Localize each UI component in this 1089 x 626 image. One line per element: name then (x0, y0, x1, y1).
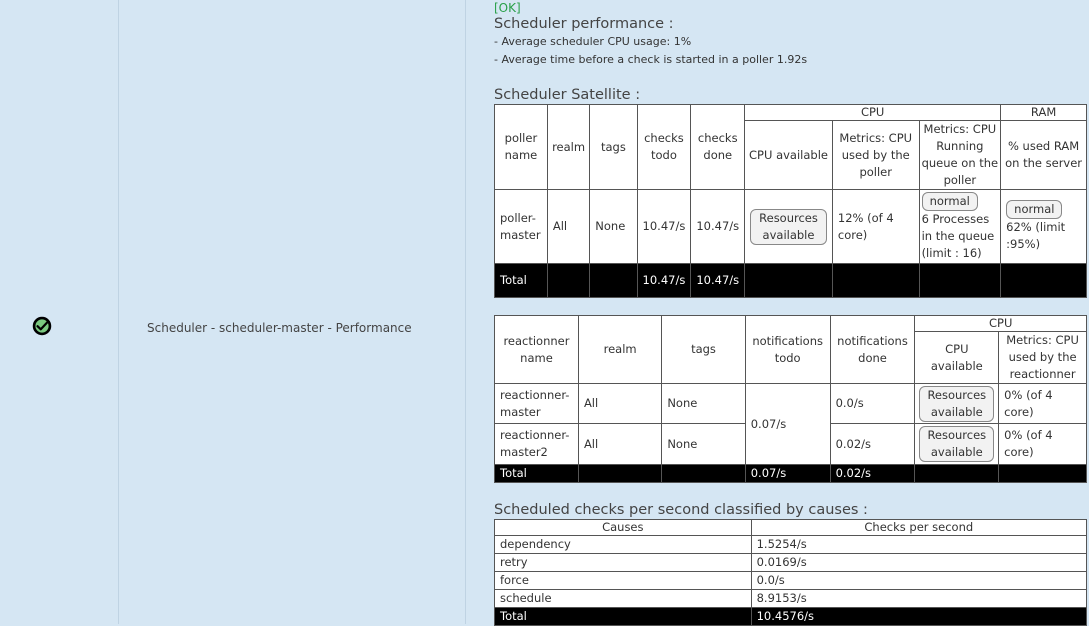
check-circle-icon (32, 316, 52, 336)
col-header: Causes (495, 520, 752, 536)
poller-table (494, 104, 1087, 298)
notifications-todo-cell: 0.07/s (745, 384, 830, 465)
status-text: [OK] (494, 1, 521, 15)
checks-done-cell: 10.47/s (691, 190, 745, 264)
status-column (0, 0, 119, 624)
total-row (495, 264, 1087, 298)
total-row (495, 465, 1087, 483)
ram-state-badge[interactable]: normal (1006, 200, 1062, 219)
cause-cell: retry (495, 554, 752, 572)
total-row (495, 608, 1087, 626)
table-row (495, 554, 1087, 572)
rate-cell: 0.0/s (751, 572, 1086, 590)
realm-cell: All (547, 190, 589, 264)
group-header-ram: RAM (1001, 105, 1087, 121)
col-header: Checks per second (751, 520, 1086, 536)
table-row (495, 190, 1087, 264)
causes-table (494, 519, 1087, 626)
col-header: Metrics: CPU Running queue on the poller (919, 121, 1001, 190)
output-column (466, 0, 1089, 624)
total-label: Total (495, 608, 752, 626)
col-header: Metrics: CPU used by the poller (832, 121, 919, 190)
perf-line: - Average scheduler CPU usage: 1% (494, 35, 692, 48)
realm-cell: All (578, 384, 661, 424)
notifications-done-cell: 0.02/s (830, 424, 915, 465)
col-header: checks todo (637, 105, 691, 190)
col-header: % used RAM on the server (1001, 121, 1087, 190)
tags-cell: None (662, 384, 745, 424)
table-row (495, 536, 1087, 554)
total-rate: 10.4576/s (751, 608, 1086, 626)
check-name[interactable]: Scheduler - scheduler-master - Performance (147, 321, 412, 335)
total-todo: 0.07/s (745, 465, 830, 483)
notifications-done-cell: 0.0/s (830, 384, 915, 424)
reactionner-table (494, 315, 1087, 483)
col-header: notifications done (830, 316, 915, 384)
total-label: Total (495, 264, 548, 298)
table-row (495, 384, 1087, 424)
col-header: CPU available (745, 121, 833, 190)
tags-cell: None (662, 424, 745, 465)
rate-cell: 1.5254/s (751, 536, 1086, 554)
causes-heading: Scheduled checks per second classified by causes : (494, 502, 868, 518)
satellite-heading: Scheduler Satellite : (494, 87, 641, 103)
tags-cell: None (590, 190, 637, 264)
total-done: 10.47/s (691, 264, 745, 298)
cause-cell: dependency (495, 536, 752, 554)
col-header: tags (662, 316, 745, 384)
cpu-used-cell: 0% (of 4 core) (999, 424, 1087, 465)
queue-text: 6 Processes in the queue (limit : 16) (921, 211, 995, 260)
group-header-cpu: CPU (745, 105, 1001, 121)
rate-cell: 0.0169/s (751, 554, 1086, 572)
col-header: notifications todo (745, 316, 830, 384)
total-todo: 10.47/s (637, 264, 691, 298)
reactionner-name: reactionner-master (495, 384, 579, 424)
resources-available-badge[interactable]: Resources available (919, 386, 994, 422)
checks-todo-cell: 10.47/s (637, 190, 691, 264)
table-row (495, 590, 1087, 608)
poller-name: poller-master (495, 190, 548, 264)
col-header: reactionner name (495, 316, 579, 384)
resources-available-badge[interactable]: Resources available (750, 209, 827, 245)
check-output (494, 0, 1088, 626)
ram-text: 62% (limit :95%) (1006, 220, 1066, 251)
col-header: realm (547, 105, 589, 190)
rate-cell: 8.9153/s (751, 590, 1086, 608)
col-header: CPU available (915, 332, 999, 384)
total-done: 0.02/s (830, 465, 915, 483)
col-header: tags (590, 105, 637, 190)
col-header: poller name (495, 105, 548, 190)
realm-cell: All (578, 424, 661, 465)
group-header-cpu: CPU (915, 316, 1087, 332)
col-header: checks done (691, 105, 745, 190)
cause-cell: schedule (495, 590, 752, 608)
resources-available-badge[interactable]: Resources available (919, 426, 994, 462)
reactionner-name: reactionner-master2 (495, 424, 579, 465)
queue-state-badge[interactable]: normal (922, 192, 978, 211)
total-label: Total (495, 465, 579, 483)
col-header: realm (578, 316, 661, 384)
cause-cell: force (495, 572, 752, 590)
col-header: Metrics: CPU used by the reactionner (999, 332, 1087, 384)
cpu-used-cell: 12% (of 4 core) (832, 190, 919, 264)
perf-line: - Average time before a check is started in a poller 1.92s (494, 53, 808, 66)
check-name-column (119, 0, 466, 624)
perf-heading: Scheduler performance : (494, 16, 674, 32)
table-row (495, 572, 1087, 590)
cpu-used-cell: 0% (of 4 core) (999, 384, 1087, 424)
